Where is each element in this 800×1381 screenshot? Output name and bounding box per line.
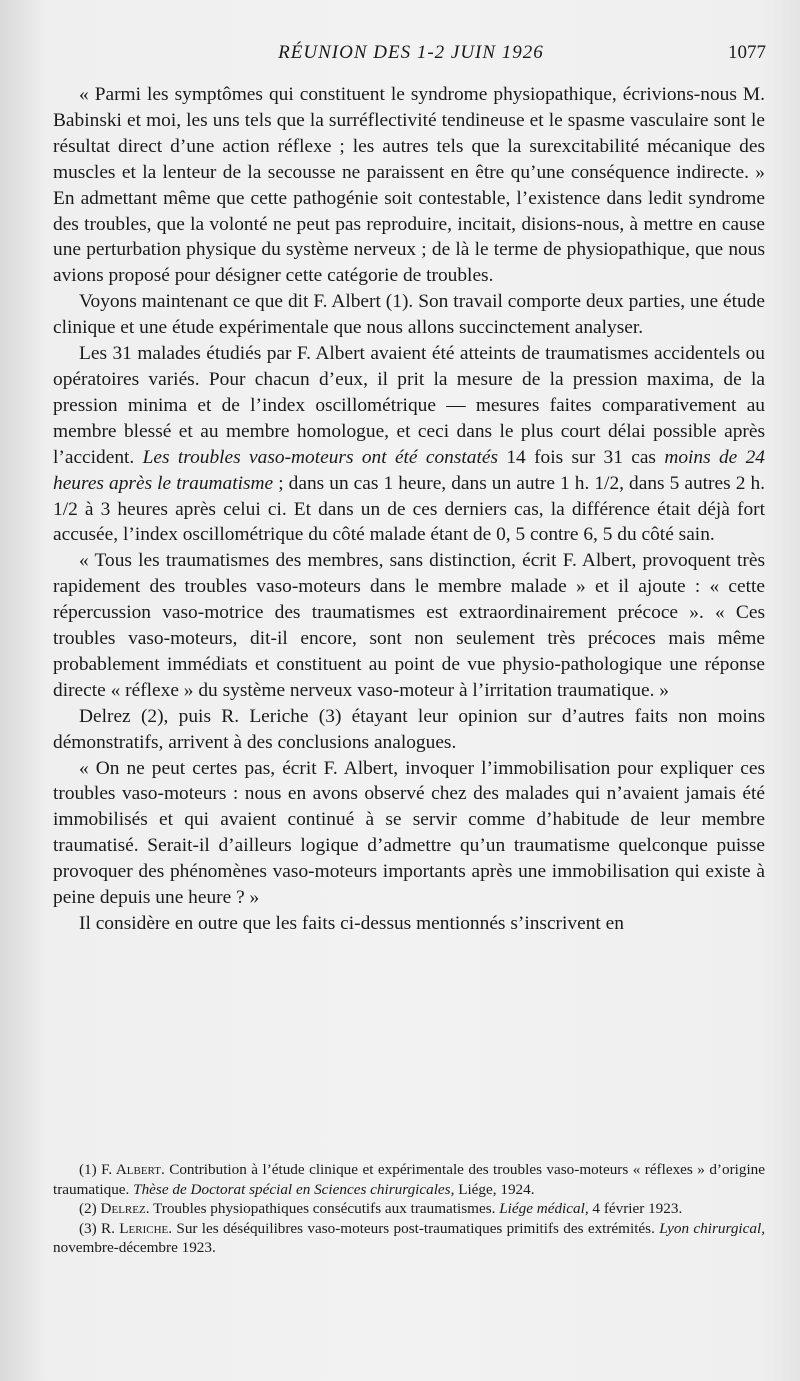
emphasis-text: Les troubles vaso-moteurs ont été constatés — [142, 446, 499, 468]
paragraph-5: Delrez (2), puis R. Leriche (3) étayant leur opinion sur d’autres faits non moins démonstratifs, arrivent à des conclusions analogues. — [53, 705, 765, 753]
paragraph-3: Les 31 malades étudiés par F. Albert avaient été atteints de traumatismes accidentels ou opératoires variés. Pour chacun d’eux, il prit la mesure de la pression maxima, de la pression minima et de l’index oscillométrique — mesures faites comparativement au membre blessé et au membre homologue, et ceci dans le plus court délai possible après l’accident. Les troubles vaso-moteurs ont été constatés 14 fois sur 31 cas moins de 24 heures après le traumatisme ; dans un cas 1 heure, dans un autre 1 h. 1/2, dans 5 autres 2 h. 1/2 à 3 heures après celui ci. Et dans un de ces derniers cas, la différence était déjà fort accusée, l’index oscillométrique du côté malade étant de 0, 5 contre 6, 5 du côté sain. — [53, 343, 766, 546]
paragraph-6: « On ne peut certes pas, écrit F. Albert, invoquer l’immobilisation pour expliquer ces troubles vaso-moteurs : nous en avons observé chez des malades qui n’avaient jamais été immobilisés et qui avaient continué à se servir comme d’habitude de leur membre traumatisé. Serait-il d’ailleurs logique d’admettre qu’un traumatisme quelconque puisse provoquer des phénomènes vaso-moteurs importants après une immobilisation qui existe à peine depuis une heure ? » — [53, 757, 765, 909]
running-title: RÉUNION DES 1-2 JUIN 1926 — [278, 42, 544, 63]
paragraph-4: « Tous les traumatismes des membres, sans distinction, écrit F. Albert, provoquent très rapidement des troubles vaso-moteurs dans le membre malade » et il ajoute : « cette répercussion vaso-motrice des traumatismes est extraordinairement précoce ». « Ces troubles vaso-moteurs, dit-il encore, sont non seulement très précoces mais même probablement immédiats et constituent au point de vue physio-pathologique une réponse directe « réflexe » du système nerveux vaso-moteur à l’irritation traumatique. » — [53, 550, 765, 701]
paragraph-2: Voyons maintenant ce que dit F. Albert (1). Son travail comporte deux parties, une étude clinique et une étude expérimentale que nous allons succinctement analyser. — [53, 291, 765, 339]
running-header — [56, 42, 766, 70]
footnote-3: (3) R. Leriche. Sur les déséquilibres vaso-moteurs post-traumatiques primitifs des extrémités. Lyon chirurgical, novembre-décembre 1923. — [53, 1219, 765, 1257]
body-text — [53, 82, 765, 937]
footnote-1: (1) F. Albert. Contribution à l’étude clinique et expérimentale des troubles vaso-moteurs « réflexes » d’origine traumatique. Thèse de Doctorat spécial en Sciences chirurgicales, Liége, 1924. — [53, 1161, 765, 1198]
paragraph-7: Il considère en outre que les faits ci-dessus mentionnés s’inscrivent en — [79, 913, 624, 934]
footnote-2: (2) Delrez. Troubles physiopathiques consécutifs aux traumatismes. Liége médical, 4 février 1923. — [79, 1200, 683, 1218]
footnotes — [53, 1160, 765, 1258]
page-number: 1077 — [728, 42, 766, 63]
paragraph-1: « Parmi les symptômes qui constituent le syndrome physiopathique, écrivions-nous M. Babinski et moi, les uns tels que la surréflectivité tendineuse et le spasme vasculaire sont le résultat direct d’une action réflexe ; les autres tels que la surexcitabilité mécanique des muscles et la lenteur de la secousse ne paraissent en être qu’une conséquence indirecte. » En admettant même que cette pathogénie soit contestable, l’existence dans ledit syndrome des troubles, que la volonté ne peut pas reproduire, incitait, disions-nous, à mettre en cause une perturbation physique du système nerveux ; de là le terme de physiopathique, que nous avions proposé pour désigner cette catégorie de troubles. — [53, 84, 765, 287]
emphasis-text: moins de 24 heures après le traumatisme — [53, 446, 765, 494]
